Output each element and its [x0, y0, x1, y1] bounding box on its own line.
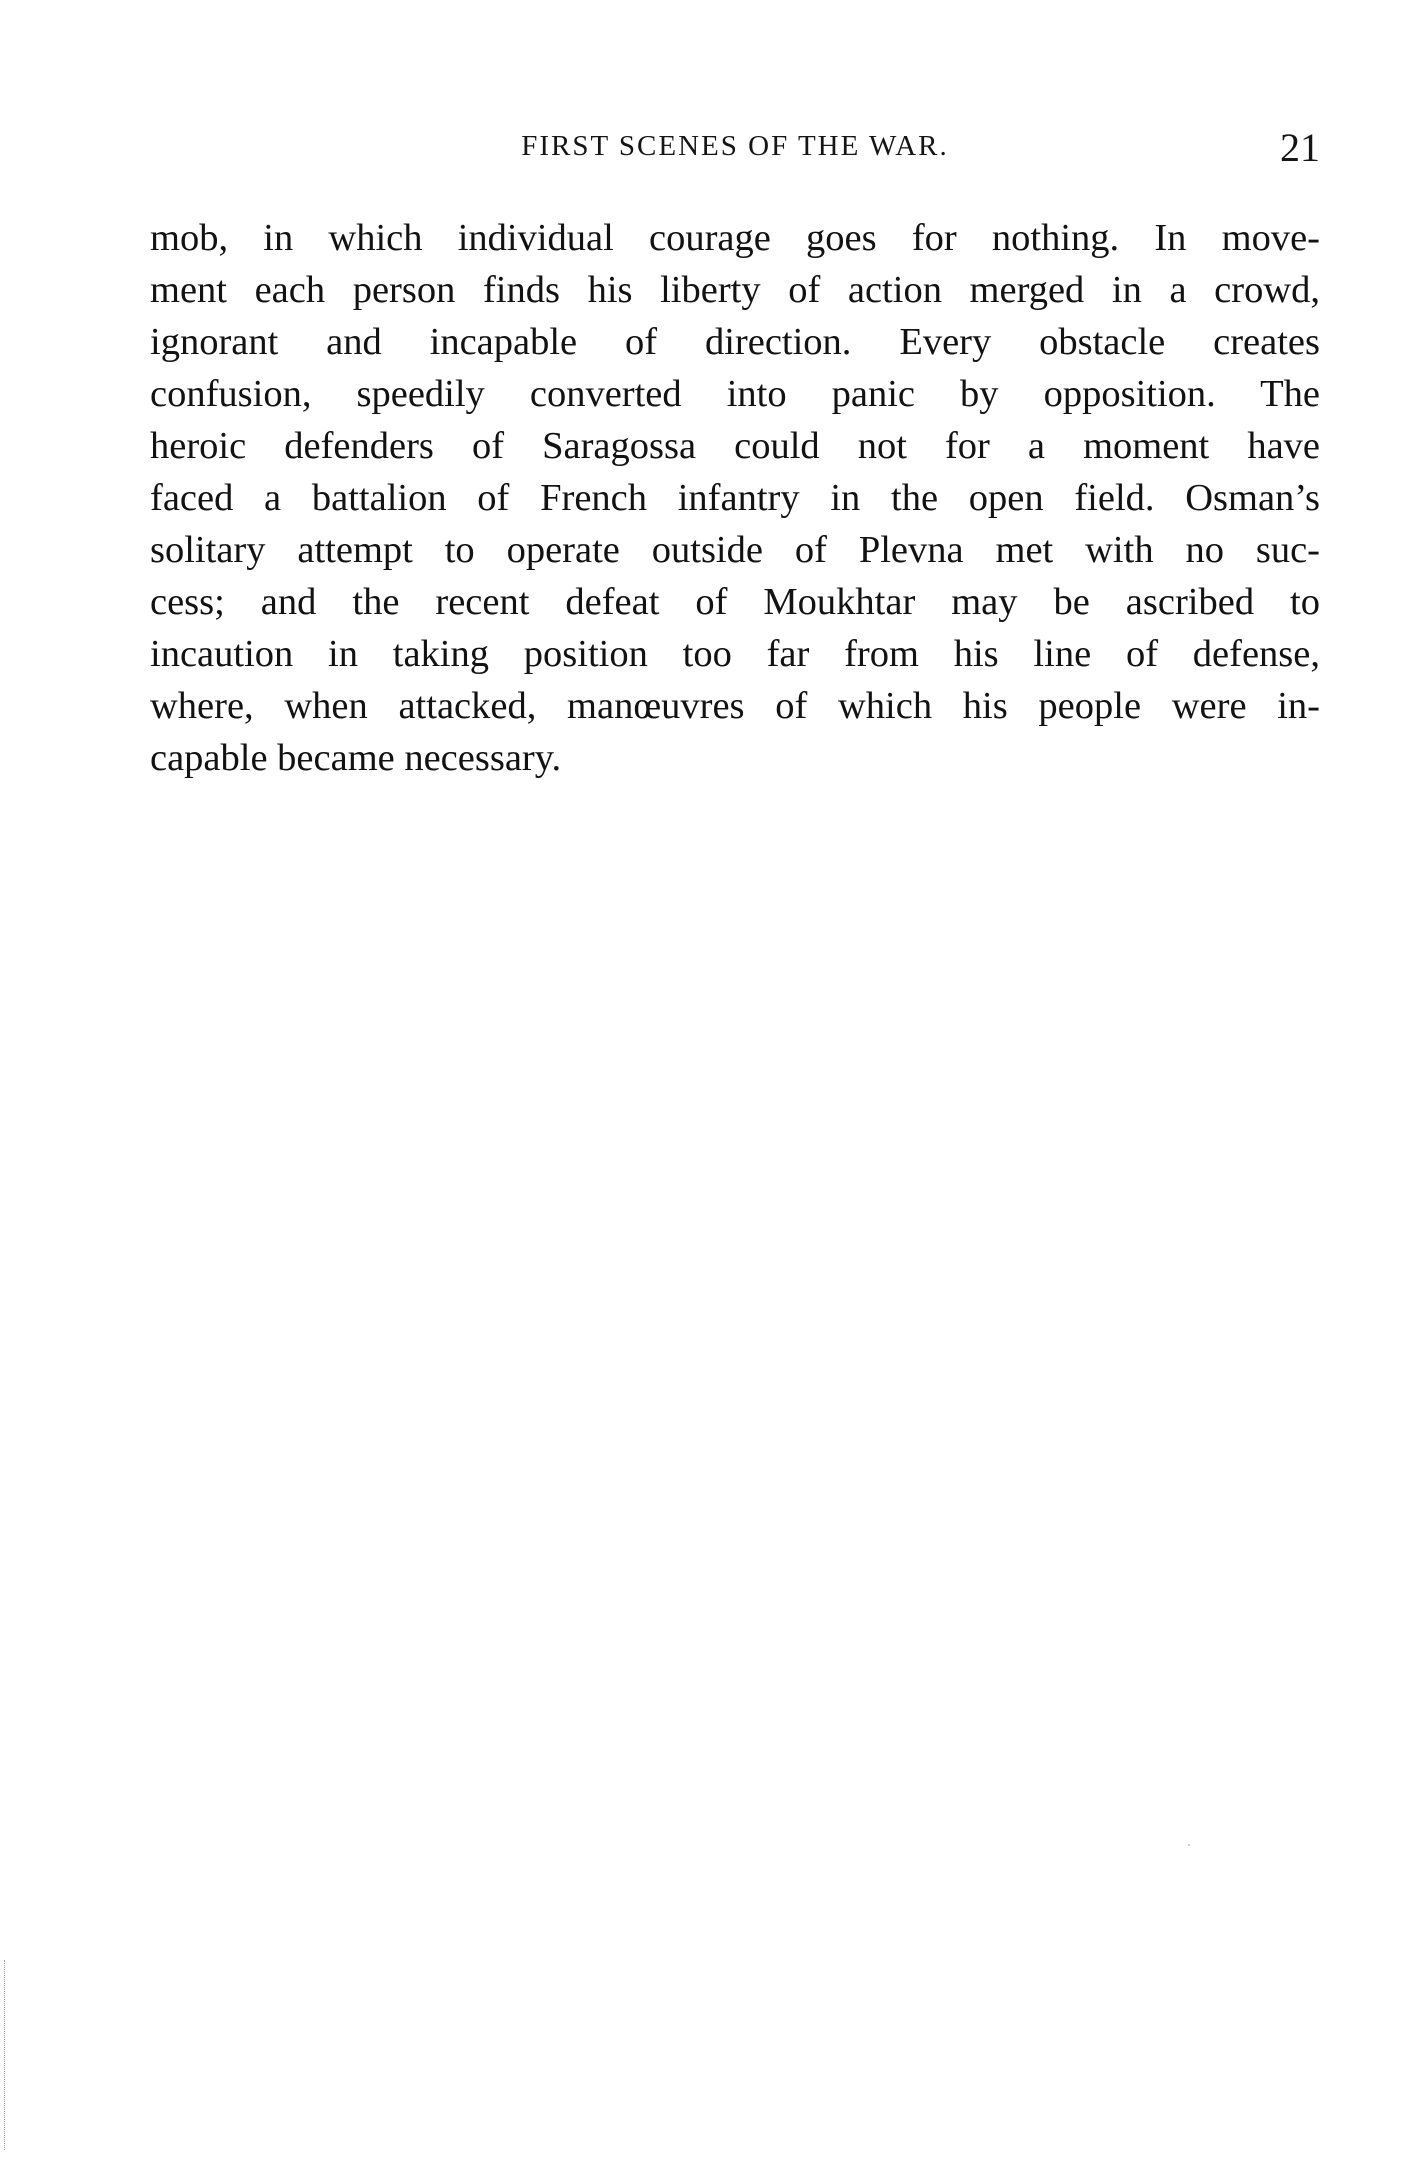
running-head [150, 124, 1320, 174]
page-number: 21 [1280, 125, 1320, 170]
text-line: incaution in taking position too far from his line of defense, [150, 633, 1320, 675]
body-paragraph [150, 212, 1320, 784]
text-line: mob, in which individual courage goes for nothing. In move- [150, 217, 1320, 259]
scan-edge-marks [4, 1960, 7, 2150]
running-title: FIRST SCENES OF THE WAR. [521, 130, 949, 162]
text-line: where, when attacked, manœuvres of which his people were in- [150, 685, 1320, 727]
text-line: cess; and the recent defeat of Moukhtar may be ascribed to [150, 581, 1320, 623]
text-line-last: capable became necessary. [150, 737, 562, 779]
text-line: ment each person finds his liberty of action merged in a crowd, [150, 269, 1320, 311]
scan-speck [1188, 1844, 1190, 1846]
text-line: faced a battalion of French infantry in the open field. Osman’s [150, 477, 1320, 519]
text-line: solitary attempt to operate outside of Plevna met with no suc- [150, 529, 1320, 571]
text-line: confusion, speedily converted into panic by opposition. The [150, 373, 1320, 415]
text-line: ignorant and incapable of direction. Every obstacle creates [150, 321, 1320, 363]
text-line: heroic defenders of Saragossa could not for a moment have [150, 425, 1320, 467]
